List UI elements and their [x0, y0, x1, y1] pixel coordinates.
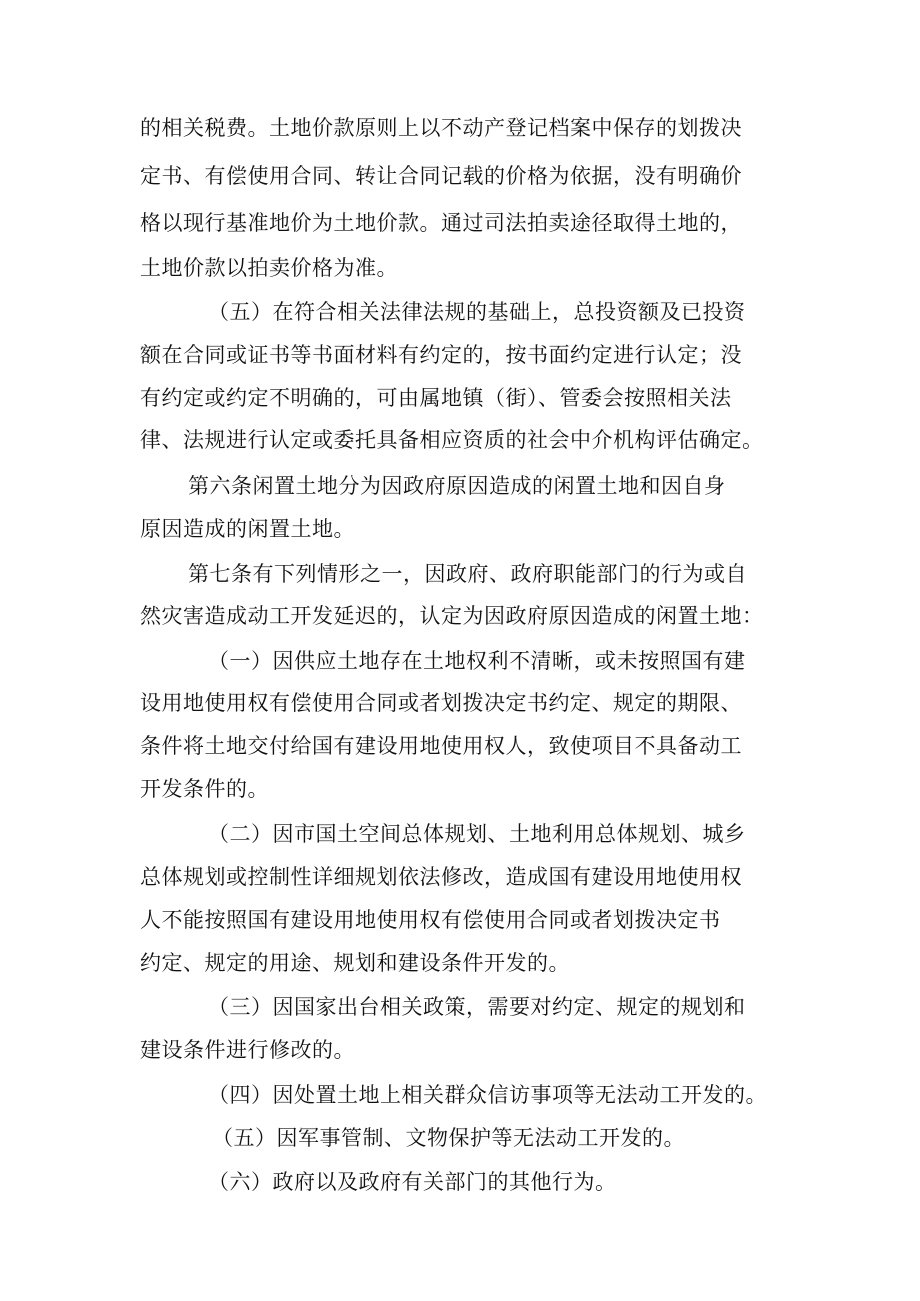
text-line: （六）政府以及政府有关部门的其他行为。: [208, 1170, 617, 1194]
text-line: 约定、规定的用途、规划和建设条件开发的。: [140, 951, 570, 975]
text-line: 定书、有偿使用合同、转让合同记载的价格为依据，没有明确价: [140, 164, 742, 188]
text-line: 原因造成的闲置土地。: [140, 517, 355, 541]
text-line: （五）因军事管制、文物保护等无法动工开发的。: [212, 1126, 685, 1150]
text-line: 格以现行基准地价为土地价款。通过司法拍卖途径取得土地的，: [140, 211, 742, 235]
text-line: （五）在符合相关法律法规的基础上，总投资额及已投资: [208, 300, 746, 324]
text-line: 第六条闲置土地分为因政府原因造成的闲置土地和因自身: [188, 474, 726, 498]
text-line: 条件将土地交付给国有建设用地使用权人，致使项目不具备动工: [140, 734, 742, 758]
text-line: （四）因处置土地上相关群众信访事项等无法动工开发的。: [208, 1083, 767, 1107]
text-line: 第七条有下列情形之一，因政府、政府职能部门的行为或自: [188, 562, 747, 586]
text-line: 人不能按照国有建设用地使用权有偿使用合同或者划拨决定书: [140, 908, 721, 932]
text-line: 土地价款以拍卖价格为准。: [140, 256, 398, 280]
text-line: 额在合同或证书等书面材料有约定的，按书面约定进行认定；没: [140, 343, 742, 367]
text-line: 设用地使用权有偿使用合同或者划拨决定书约定、规定的期限、: [140, 691, 742, 715]
text-line: （一）因供应土地存在土地权利不清晰，或未按照国有建: [208, 649, 746, 673]
text-line: 然灾害造成动工开发延迟的，认定为因政府原因造成的闲置土地：: [140, 604, 764, 628]
text-line: （三）因国家出台相关政策，需要对约定、规定的规划和: [208, 995, 746, 1019]
text-line: 开发条件的。: [140, 777, 269, 801]
text-line: 的相关税费。土地价款原则上以不动产登记档案中保存的划拨决: [140, 116, 742, 140]
text-line: 有约定或约定不明确的，可由属地镇（街）、管委会按照相关法: [140, 386, 732, 410]
text-line: 律、法规进行认定或委托具备相应资质的社会中介机构评估确定。: [140, 428, 764, 452]
text-line: （二）因市国土空间总体规划、土地利用总体规划、城乡: [208, 822, 746, 846]
text-line: 建设条件进行修改的。: [140, 1038, 355, 1062]
text-line: 总体规划或控制性详细规划依法修改，造成国有建设用地使用权: [140, 865, 742, 889]
